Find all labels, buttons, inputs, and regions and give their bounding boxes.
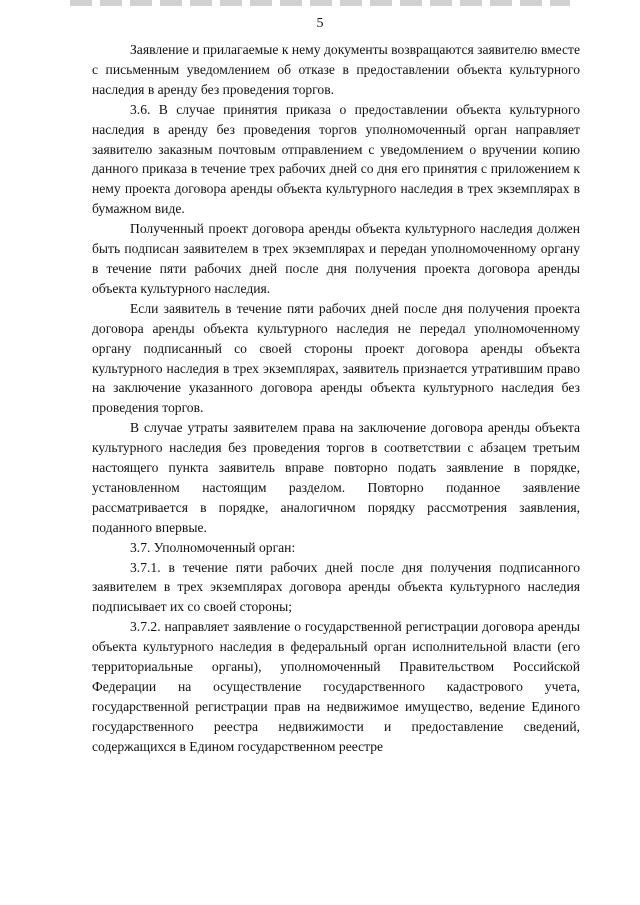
paragraph-return-documents: Заявление и прилагаемые к нему документы возвращаются заявителю вместе с письменным уведомлением об отказе в предоставлении объекта культурного наследия в аренду без проведения торгов. [92, 42, 580, 97]
paragraph-3-7: 3.7. Уполномоченный орган: [130, 539, 296, 555]
paragraph-3-7-2: 3.7.2. направляет заявление о государственной регистрации договора аренды объекта культурного наследия в федеральный орган исполнительной власти (его территориальные органы), уполномоченный Правительством Российской Федерации на осуществление государственного кадастрового учета, государственной регистрации прав на недвижимое имущество, ведение Единого государственного реестра недвижимости и предоставление сведений, содержащихся в Едином государственном реестре [92, 619, 580, 754]
paragraph-3-7-1: 3.7.1. в течение пяти рабочих дней после дня получения подписанного заявителем в трех экземплярах договора аренды объекта культурного наследия подписывает их со своей стороны; [92, 559, 580, 615]
document-body [92, 40, 580, 757]
scan-top-edge [70, 0, 570, 6]
paragraph-repeat-application: В случае утраты заявителем права на заключение договора аренды объекта культурного наследия без проведения торгов в соответствии с абзацем третьим настоящего пункта заявитель вправе повторно подать заявление в порядке, установленном настоящим разделом. Повторно поданное заявление рассматривается в порядке, аналогичном порядку рассмотрения заявления, поданного впервые. [92, 420, 580, 535]
paragraph-loss-of-right: Если заявитель в течение пяти рабочих дней после дня получения проекта договора аренды объекта культурного наследия не передал уполномоченному органу подписанный со своей стороны проект договора аренды объекта культурного наследия в трех экземплярах, заявитель признается утратившим право на заключение указанного договора аренды объекта культурного наследия без проведения торгов. [92, 300, 580, 416]
paragraph-3-6: 3.6. В случае принятия приказа о предоставлении объекта культурного наследия в аренду без проведения торгов уполномоченный орган направляет заявителю заказным почтовым отправлением с уведомлением о вручении копию данного приказа в течение трех рабочих дней со дня его принятия с приложением к нему проекта договора аренды объекта культурного наследия в трех экземплярах в бумажном виде. [92, 101, 580, 217]
page-number: 5 [316, 16, 324, 31]
paragraph-signed-draft: Полученный проект договора аренды объекта культурного наследия должен быть подписан заявителем в трех экземплярах и передан уполномоченному органу в течение пяти рабочих дней после дня получения проекта договора аренды объекта культурного наследия. [92, 221, 580, 296]
